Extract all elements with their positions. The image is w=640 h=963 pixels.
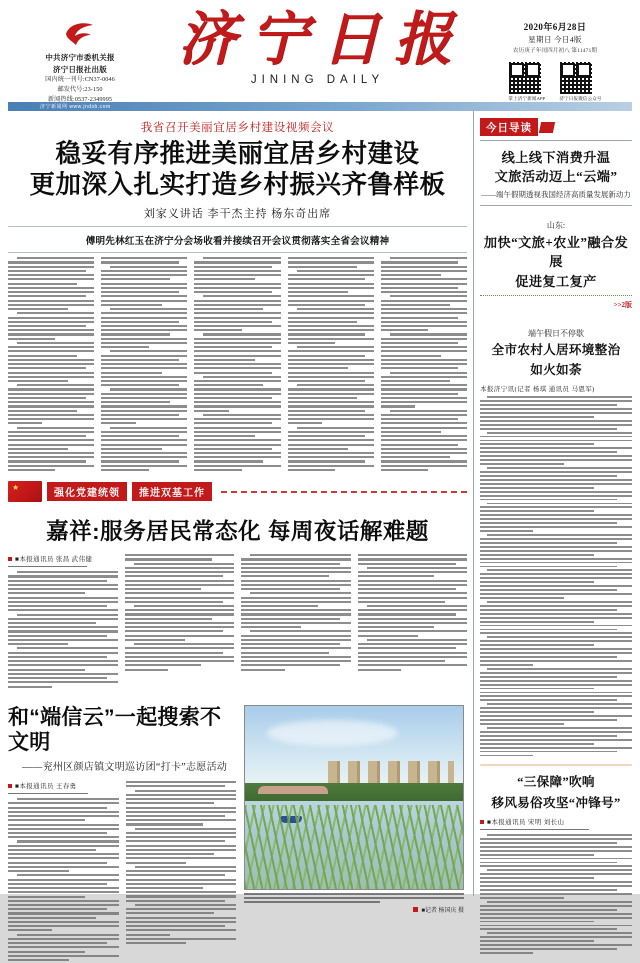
star-icon: ★ bbox=[12, 483, 20, 493]
issue-weekday-pages: 星期日 今日4版 bbox=[528, 35, 582, 45]
custom-story-body bbox=[480, 834, 632, 954]
feature-byline: ■本报通讯员 王春勇 bbox=[8, 781, 119, 790]
feature-column-2 bbox=[126, 781, 237, 963]
feature-photo-block bbox=[244, 705, 464, 963]
divider bbox=[8, 793, 88, 794]
custom-story-title-line-1: “三保障”吹响 bbox=[517, 775, 595, 790]
lead-column-4 bbox=[288, 257, 374, 473]
lead-headline-line-1[interactable]: 稳妥有序推进美丽宜居乡村建设 bbox=[55, 140, 420, 168]
feature-subhead: ——兖州区颜店镇文明巡访团“打卡”志愿活动 bbox=[22, 762, 228, 774]
divider bbox=[480, 205, 632, 206]
lead-deck: 傅明先林红玉在济宁分会场收看并接续召开会议贯彻落实全省会议精神 bbox=[85, 236, 390, 248]
page-body bbox=[0, 111, 640, 915]
environment-story[interactable] bbox=[480, 321, 632, 759]
photo-credit: ■记者 杨国庆 摄 bbox=[244, 905, 464, 914]
guide-accent-shape bbox=[539, 122, 555, 133]
issue-date: 2020年6月28日 bbox=[523, 22, 587, 32]
guide-item-1-title-line-1: 线上线下消费升温 bbox=[501, 150, 611, 165]
masthead-title-block bbox=[150, 6, 480, 86]
custom-story-title-line-2: 移风易俗攻坚“冲锋号” bbox=[491, 795, 621, 810]
page-title: 济宁日报 bbox=[177, 7, 466, 72]
party-section-byline: ■本报通讯员 张昌 武伟健 bbox=[8, 554, 118, 563]
feature-text-block bbox=[8, 705, 236, 963]
divider bbox=[8, 226, 467, 227]
custom-story-byline: ■本报通讯员 宋明 刘长山 bbox=[480, 817, 632, 826]
party-column-4 bbox=[358, 554, 468, 690]
issue-lunar-number: 农历庚子年闰四月初八 第11471期 bbox=[512, 48, 598, 55]
masthead-publisher-block bbox=[10, 6, 150, 105]
divider bbox=[8, 566, 87, 567]
news-hotline-line: 新闻热线:0537-2349995 bbox=[47, 96, 113, 104]
lead-column-2 bbox=[101, 257, 187, 473]
guide-item-1-deck: ——端午假期透视我国经济高质量发展新动力 bbox=[481, 190, 631, 200]
qr-wechat-caption: 济宁日报微信公众号 bbox=[559, 96, 602, 102]
qr-code-row bbox=[480, 61, 630, 103]
masthead-date-block bbox=[480, 6, 630, 102]
divider bbox=[480, 295, 632, 296]
custom-reform-story[interactable] bbox=[480, 771, 632, 956]
environment-story-body bbox=[480, 396, 632, 756]
website-url-text: 济宁新闻网 www.jndsb.com bbox=[40, 104, 111, 110]
qr-app-icon[interactable] bbox=[508, 61, 542, 95]
lead-column-3 bbox=[194, 257, 280, 473]
party-tag-2[interactable]: 推进双基工作 bbox=[132, 482, 212, 501]
qr-wechat-icon[interactable] bbox=[559, 61, 593, 95]
right-rail bbox=[474, 111, 632, 896]
environment-story-title-line-2: 如火如荼 bbox=[530, 362, 582, 377]
todays-guide-label[interactable]: 今日导读 bbox=[480, 118, 538, 136]
publisher-line-2: 济宁日报社出版 bbox=[53, 64, 107, 74]
qr-app-block[interactable] bbox=[508, 61, 545, 103]
photo-caption-block bbox=[244, 893, 464, 915]
postal-code-line: 邮发代号:23-150 bbox=[57, 86, 103, 94]
guide-item-2-title-line-1: 加快“文旅+农业”融合发展 bbox=[483, 235, 629, 270]
divider bbox=[480, 140, 632, 141]
divider bbox=[8, 252, 467, 253]
divider bbox=[480, 829, 589, 830]
bullet-icon bbox=[8, 557, 12, 561]
lead-column-1 bbox=[8, 257, 94, 473]
guide-item-2-title-line-2: 促进复工复产 bbox=[515, 273, 597, 289]
guide-item-2[interactable] bbox=[480, 213, 632, 309]
party-section-banner bbox=[8, 481, 467, 502]
environment-story-byline: 本报济宁讯(记者 杨琪 通讯员 马恩军) bbox=[480, 386, 595, 394]
party-column-2 bbox=[125, 554, 235, 690]
photo-reeds bbox=[245, 805, 463, 889]
photo-bridge bbox=[258, 786, 328, 793]
lead-column-5 bbox=[381, 257, 467, 473]
lead-byline: 刘家义讲话 李干杰主持 杨东奇出席 bbox=[143, 208, 332, 221]
feature-headline[interactable]: 和“端信云”一起搜索不文明 bbox=[8, 705, 222, 754]
guide-item-1-title-line-2: 文旅活动迈上“云端” bbox=[494, 169, 618, 185]
party-column-1 bbox=[8, 554, 118, 690]
party-column-3 bbox=[241, 554, 351, 690]
feature-column-1 bbox=[8, 781, 119, 963]
feature-body-columns bbox=[8, 781, 236, 963]
lead-story-body-columns bbox=[8, 257, 467, 473]
bullet-icon bbox=[413, 907, 418, 912]
bullet-icon bbox=[480, 820, 484, 824]
party-story-body-columns bbox=[8, 554, 467, 690]
masthead-title-english: JINING DAILY bbox=[250, 73, 385, 86]
guide-item-1[interactable] bbox=[480, 148, 632, 200]
divider bbox=[221, 491, 467, 493]
lead-headline-line-2[interactable]: 更加深入扎实打造乡村振兴齐鲁样板 bbox=[29, 171, 446, 200]
jining-lake-cityscape-photo[interactable] bbox=[244, 705, 464, 890]
masthead bbox=[0, 0, 640, 104]
party-section-headline[interactable]: 嘉祥:服务居民常态化 每周夜话解难题 bbox=[46, 519, 429, 545]
environment-story-kicker: 端午假日不停歇 bbox=[528, 328, 584, 338]
party-flag-emblem-icon bbox=[8, 481, 42, 502]
main-content-column bbox=[8, 111, 474, 915]
todays-guide-header bbox=[480, 119, 632, 135]
bullet-icon bbox=[8, 784, 12, 788]
jining-daily-logo-icon bbox=[63, 20, 97, 46]
lead-kicker: 我省召开美丽宜居乡村建设视频会议 bbox=[140, 122, 335, 134]
custom-reform-banner bbox=[480, 764, 632, 766]
issn-line: 国内统一刊号:CN37-0046 bbox=[45, 76, 115, 84]
party-tag-1[interactable]: 强化党建统领 bbox=[47, 482, 127, 501]
environment-story-title-line-1: 全市农村人居环境整治 bbox=[491, 342, 621, 357]
guide-item-2-kicker: 山东: bbox=[546, 221, 566, 231]
publisher-line-1: 中共济宁市委机关报 bbox=[45, 53, 115, 62]
lead-story bbox=[8, 111, 467, 257]
qr-wechat-block[interactable] bbox=[559, 61, 601, 103]
qr-app-caption: 掌上济宁新闻APP bbox=[508, 96, 546, 102]
photo-cloud bbox=[267, 720, 398, 746]
guide-item-2-jump-link[interactable]: >>2版 bbox=[613, 300, 632, 309]
